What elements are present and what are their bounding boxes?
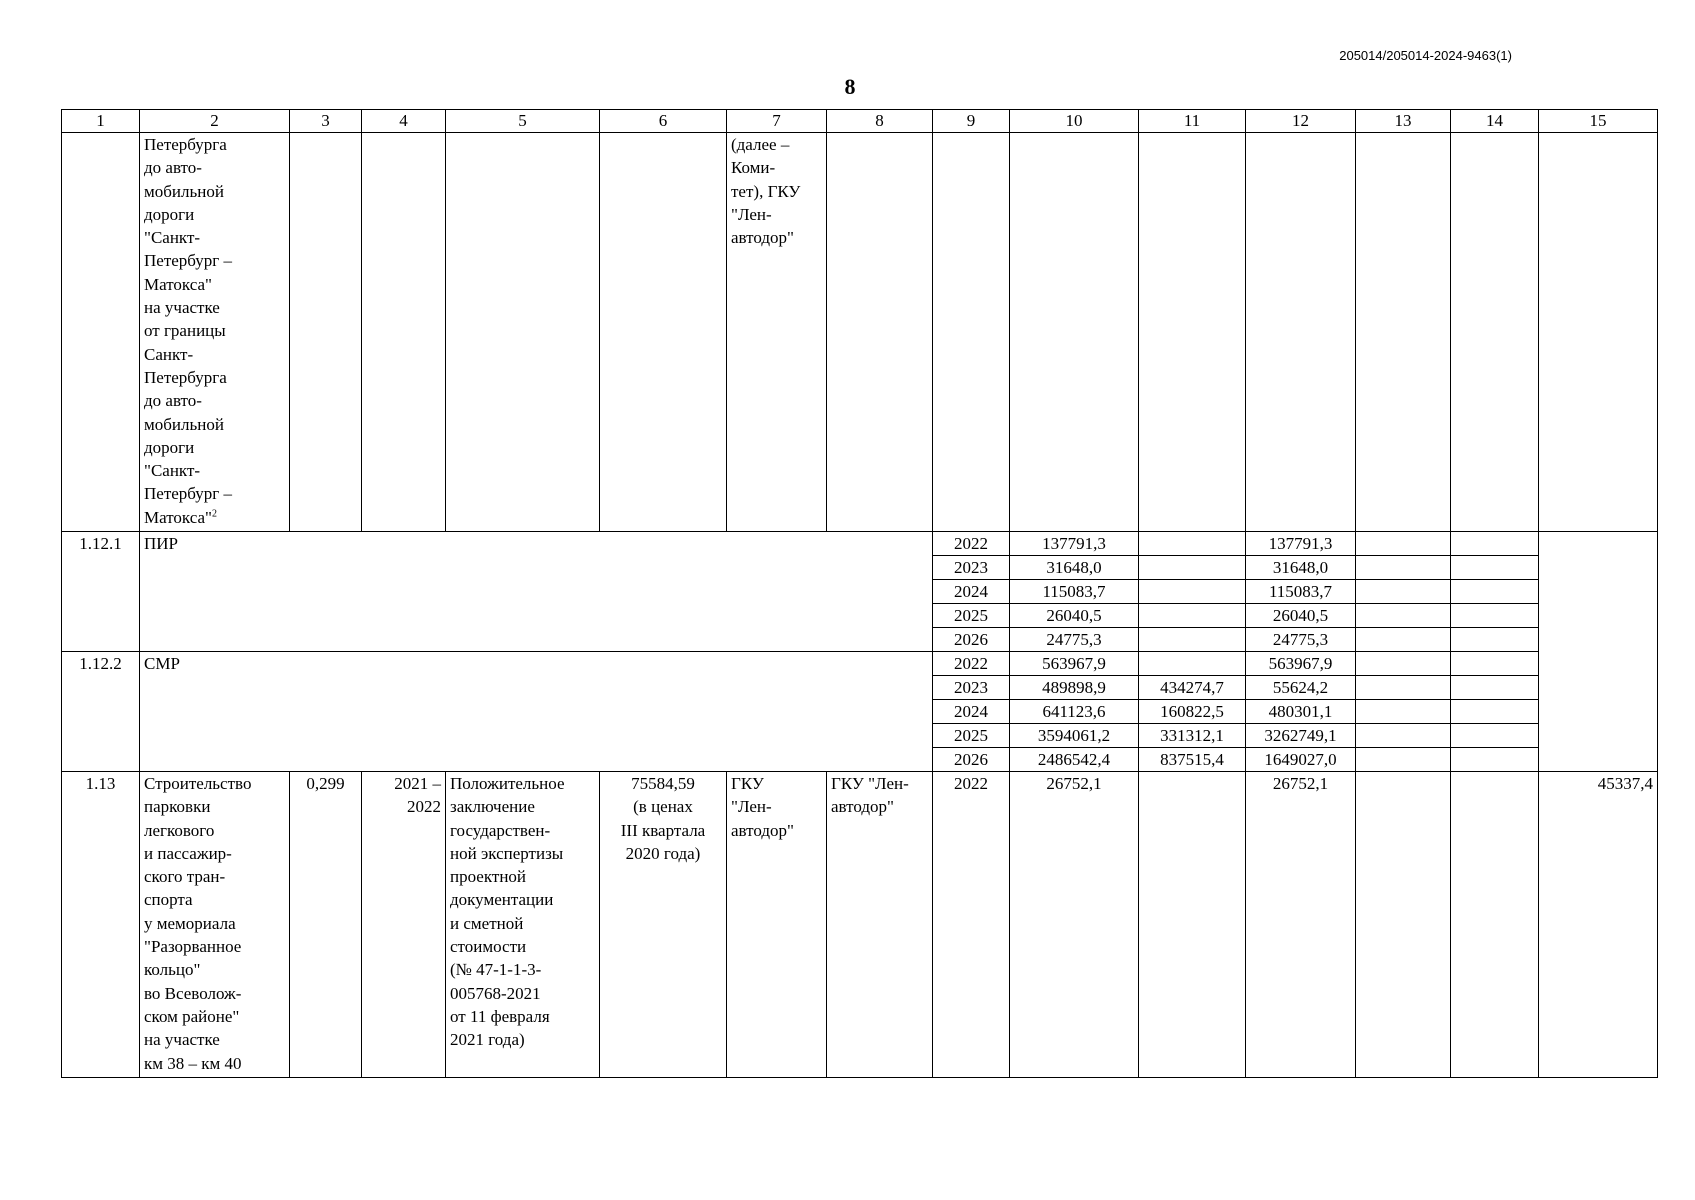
value-cell: 160822,5 xyxy=(1139,700,1246,724)
value-cell: 115083,7 xyxy=(1246,580,1356,604)
cell xyxy=(1451,556,1539,580)
value-cell: 26752,1 xyxy=(1010,772,1139,1078)
cell xyxy=(446,133,600,532)
year-cell: 2023 xyxy=(933,676,1010,700)
col-header-15: 15 xyxy=(1539,110,1658,133)
value-cell: 837515,4 xyxy=(1139,748,1246,772)
year-cell: 2022 xyxy=(933,772,1010,1078)
col-header-8: 8 xyxy=(827,110,933,133)
value-cell xyxy=(1139,652,1246,676)
year-cell: 2026 xyxy=(933,628,1010,652)
cell xyxy=(1539,133,1658,532)
cell xyxy=(1356,133,1451,532)
value-cell: 26752,1 xyxy=(1246,772,1356,1078)
value-cell: 55624,2 xyxy=(1246,676,1356,700)
value-cell: 3594061,2 xyxy=(1010,724,1139,748)
cell xyxy=(827,133,933,532)
value-cell xyxy=(1139,772,1246,1078)
cell xyxy=(1451,700,1539,724)
value-cell: 489898,9 xyxy=(1010,676,1139,700)
cell xyxy=(1356,652,1451,676)
table-row xyxy=(62,532,1658,556)
cell xyxy=(1451,652,1539,676)
row-number: 1.12.1 xyxy=(62,532,140,652)
year-cell: 2024 xyxy=(933,700,1010,724)
table-row xyxy=(62,652,1658,676)
col-header-13: 13 xyxy=(1356,110,1451,133)
cell xyxy=(1139,133,1246,532)
continued-row xyxy=(62,133,1658,532)
value-cell: 480301,1 xyxy=(1246,700,1356,724)
year-cell: 2025 xyxy=(933,724,1010,748)
cell xyxy=(1356,604,1451,628)
document-id: 205014/205014-2024-9463(1) xyxy=(1339,48,1512,63)
value-cell xyxy=(1139,556,1246,580)
value-cell: 31648,0 xyxy=(1010,556,1139,580)
col-header-12: 12 xyxy=(1246,110,1356,133)
col-header-11: 11 xyxy=(1139,110,1246,133)
value-cell: 24775,3 xyxy=(1246,628,1356,652)
cell xyxy=(1451,724,1539,748)
developer-cell: ГКУ "Лен- автодор" xyxy=(827,772,933,1078)
year-cell: 2024 xyxy=(933,580,1010,604)
value-cell: 331312,1 xyxy=(1139,724,1246,748)
object-name-continued: Петербурга до авто- мобильной дороги "Санкт- Петербург – Матокса" на участке от границы Санкт- Петербурга до авто- мобильной дороги "Санкт- Петербург – Матокса"$^2$ xyxy=(140,133,290,532)
col-header-9: 9 xyxy=(933,110,1010,133)
cell xyxy=(1356,628,1451,652)
expertise-cell: Положительное заключение государствен- ной экспертизы проектной документации и сметной стоимости (№ 47-1-1-3- 005768-2021 от 11 февраля 2021 года) xyxy=(446,772,600,1078)
table-row xyxy=(62,772,1658,1078)
col-header-14: 14 xyxy=(1451,110,1539,133)
cell xyxy=(1356,676,1451,700)
budget-table xyxy=(61,109,1658,1078)
value-cell: 137791,3 xyxy=(1010,532,1139,556)
cell xyxy=(1539,532,1658,772)
value-cell xyxy=(1356,772,1451,1078)
row-label: ПИР xyxy=(140,532,933,652)
cell xyxy=(1451,532,1539,556)
cell xyxy=(1010,133,1139,532)
value-cell: 26040,5 xyxy=(1246,604,1356,628)
customer-continued: (далее – Коми- тет), ГКУ "Лен- автодор" xyxy=(727,133,827,532)
value-cell: 115083,7 xyxy=(1010,580,1139,604)
year-cell: 2025 xyxy=(933,604,1010,628)
cell xyxy=(1451,604,1539,628)
value-cell xyxy=(1139,604,1246,628)
cell xyxy=(1356,748,1451,772)
customer-cell: ГКУ "Лен- автодор" xyxy=(727,772,827,1078)
value-cell xyxy=(1139,532,1246,556)
cell xyxy=(1356,724,1451,748)
cell xyxy=(1451,748,1539,772)
object-name: Строительство парковки легкового и пассажир- ского тран- спорта у мемориала "Разорванное кольцо" во Всеволож- ском районе" на участке км 38 – км 40 xyxy=(140,772,290,1078)
value-cell: 641123,6 xyxy=(1010,700,1139,724)
value-cell: 563967,9 xyxy=(1010,652,1139,676)
cell xyxy=(1451,133,1539,532)
col-header-6: 6 xyxy=(600,110,727,133)
period-cell: 2021 – 2022 xyxy=(362,772,446,1078)
cost-cell: 75584,59 (в ценах III квартала 2020 года) xyxy=(600,772,727,1078)
col-header-1: 1 xyxy=(62,110,140,133)
col-header-2: 2 xyxy=(140,110,290,133)
column-number-row xyxy=(62,110,1658,133)
cell xyxy=(1451,628,1539,652)
row-number: 1.13 xyxy=(62,772,140,1078)
cell xyxy=(362,133,446,532)
col-header-7: 7 xyxy=(727,110,827,133)
value-cell xyxy=(1451,772,1539,1078)
capacity-cell: 0,299 xyxy=(290,772,362,1078)
value-cell: 137791,3 xyxy=(1246,532,1356,556)
value-cell: 563967,9 xyxy=(1246,652,1356,676)
year-cell: 2026 xyxy=(933,748,1010,772)
cell xyxy=(1356,580,1451,604)
value-cell xyxy=(1139,628,1246,652)
year-cell: 2022 xyxy=(933,652,1010,676)
col-header-5: 5 xyxy=(446,110,600,133)
row-label: СМР xyxy=(140,652,933,772)
cell xyxy=(290,133,362,532)
col-header-3: 3 xyxy=(290,110,362,133)
value-cell: 2486542,4 xyxy=(1010,748,1139,772)
col-header-4: 4 xyxy=(362,110,446,133)
cell xyxy=(1356,532,1451,556)
cell xyxy=(1246,133,1356,532)
page-number: 8 xyxy=(844,74,856,99)
value-cell xyxy=(1139,580,1246,604)
col-header-10: 10 xyxy=(1010,110,1139,133)
value-cell: 434274,7 xyxy=(1139,676,1246,700)
year-cell: 2022 xyxy=(933,532,1010,556)
cell xyxy=(1356,700,1451,724)
cell xyxy=(933,133,1010,532)
value-cell: 1649027,0 xyxy=(1246,748,1356,772)
row-number: 1.12.2 xyxy=(62,652,140,772)
value-cell: 24775,3 xyxy=(1010,628,1139,652)
cell xyxy=(1356,556,1451,580)
cell xyxy=(62,133,140,532)
year-cell: 2023 xyxy=(933,556,1010,580)
cell xyxy=(600,133,727,532)
value-cell: 45337,4 xyxy=(1539,772,1658,1078)
value-cell: 31648,0 xyxy=(1246,556,1356,580)
cell xyxy=(1451,580,1539,604)
value-cell: 26040,5 xyxy=(1010,604,1139,628)
cell xyxy=(1451,676,1539,700)
value-cell: 3262749,1 xyxy=(1246,724,1356,748)
